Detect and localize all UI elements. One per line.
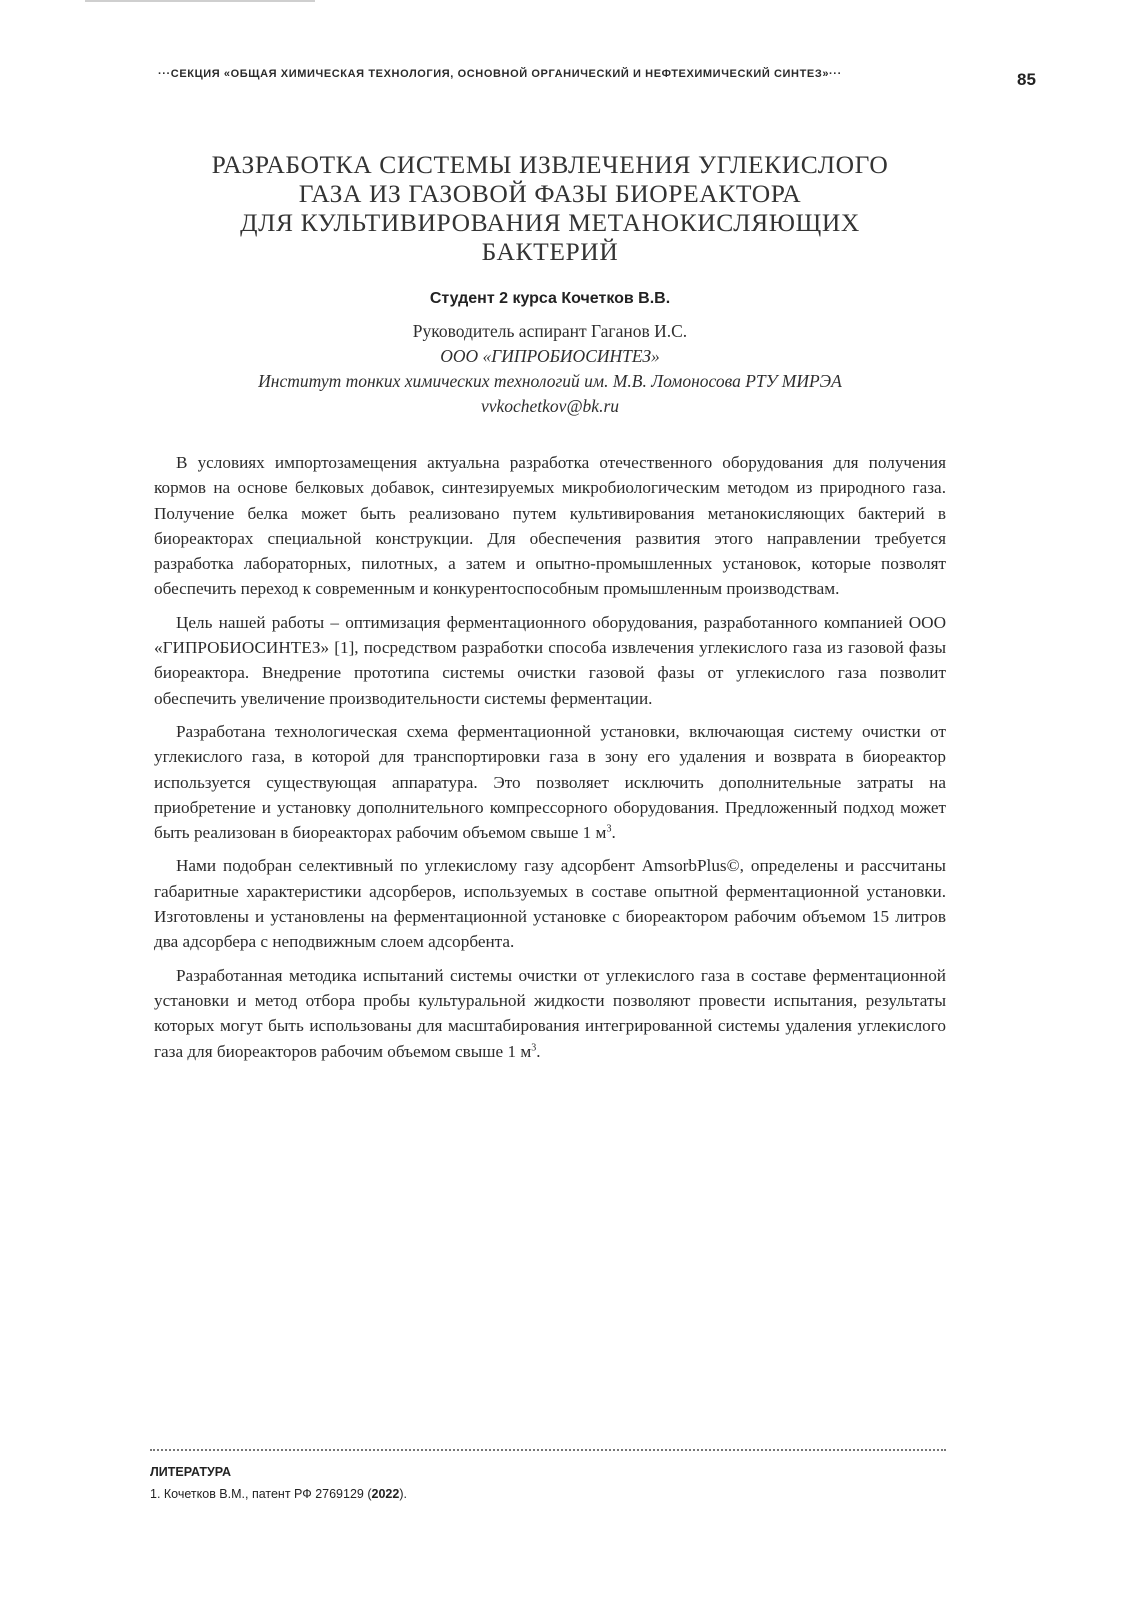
- title-line: БАКТЕРИЙ: [481, 237, 619, 266]
- paragraph: Цель нашей работы – оптимизация ферментационного оборудования, разработанного компанией ООО «ГИПРОБИОСИНТЕЗ» [1], посредством разработки способа извлечения углекислого газа из газовой фазы биореактора. Внедрение прототипа системы очистки газовой фазы от углекислого газа позволит обеспечить увеличение производительности системы ферментации.: [154, 612, 946, 708]
- paragraph: В условиях импортозамещения актуальна разработка отечественного оборудования для получения кормов на основе белковых добавок, синтезируемых микробиологическим методом из природного газа. Получение белка может быть реализовано путем культивирования метанокисляющих бактерий в биореакторах специальной конструкции. Для обеспечения развития этого направлении требуется разработка лабораторных, пилотных, а затем и опытно-промышленных установок, которые позволят обеспечить переход к современным и конкурентоспособным промышленным производствам.: [154, 453, 946, 599]
- references-divider: [150, 1449, 946, 1451]
- paragraph: Нами подобран селективный по углекислому газу адсорбент AmsorbPlus©, определены и рассчитаны габаритные характеристики адсорберов, используемых в составе опытной ферментационной установки. Изготовлены и установлены на ферментационной установке с биореактором рабочим объемом 15 литров два адсорбера с неподвижным слоем адсорбента.: [154, 856, 946, 952]
- email-address: vvkochetkov@bk.ru: [480, 396, 620, 416]
- title-line: ДЛЯ КУЛЬТИВИРОВАНИЯ МЕТАНОКИСЛЯЮЩИХ: [240, 208, 860, 237]
- running-header: ···СЕКЦИЯ «ОБЩАЯ ХИМИЧЕСКАЯ ТЕХНОЛОГИЯ, ОСНОВНОЙ ОРГАНИЧЕСКИЙ И НЕФТЕХИМИЧЕСКИЙ СИНТЕЗ»···: [158, 68, 842, 80]
- institute-line: Институт тонких химических технологий им. М.В. Ломоносова РТУ МИРЭА: [258, 371, 842, 391]
- article-body: [154, 450, 946, 1072]
- supervisor-line: Руководитель аспирант Гаганов И.С.: [412, 321, 688, 341]
- page-number: 85: [1017, 70, 1036, 89]
- paragraph: Разработанная методика испытаний системы очистки от углекислого газа в составе ферментационной установки и метод отбора пробы культуральной жидкости позволяют провести испытания, результаты которых могут быть использованы для масштабирования интегрированной системы удаления углекислого газа для биореакторов рабочим объемом свыше 1 $м^3$.: [154, 965, 946, 1061]
- article-title: [150, 150, 950, 266]
- organization-line: ООО «ГИПРОБИОСИНТЕЗ»: [440, 346, 660, 366]
- reference-item: 1. Кочетков В.М., патент РФ 2769129 (2022).: [150, 1487, 407, 1501]
- author-line: Студент 2 курса Кочетков В.В.: [429, 290, 671, 307]
- references-heading: ЛИТЕРАТУРА: [150, 1465, 232, 1479]
- title-line: ГАЗА ИЗ ГАЗОВОЙ ФАЗЫ БИОРЕАКТОРА: [298, 179, 802, 208]
- scan-edge-mark: [85, 0, 315, 2]
- title-line: РАЗРАБОТКА СИСТЕМЫ ИЗВЛЕЧЕНИЯ УГЛЕКИСЛОГО: [211, 150, 889, 179]
- paragraph: Разработана технологическая схема ферментационной установки, включающая систему очистки от углекислого газа, в которой для транспортировки газа в зону его удаления и возврата в биореактор используется существующая аппаратура. Это позволяет исключить дополнительные затраты на приобретение и установку дополнительного компрессорного оборудования. Предложенный подход может быть реализован в биореакторах рабочим объемом свыше 1 $м^3$.: [154, 721, 946, 843]
